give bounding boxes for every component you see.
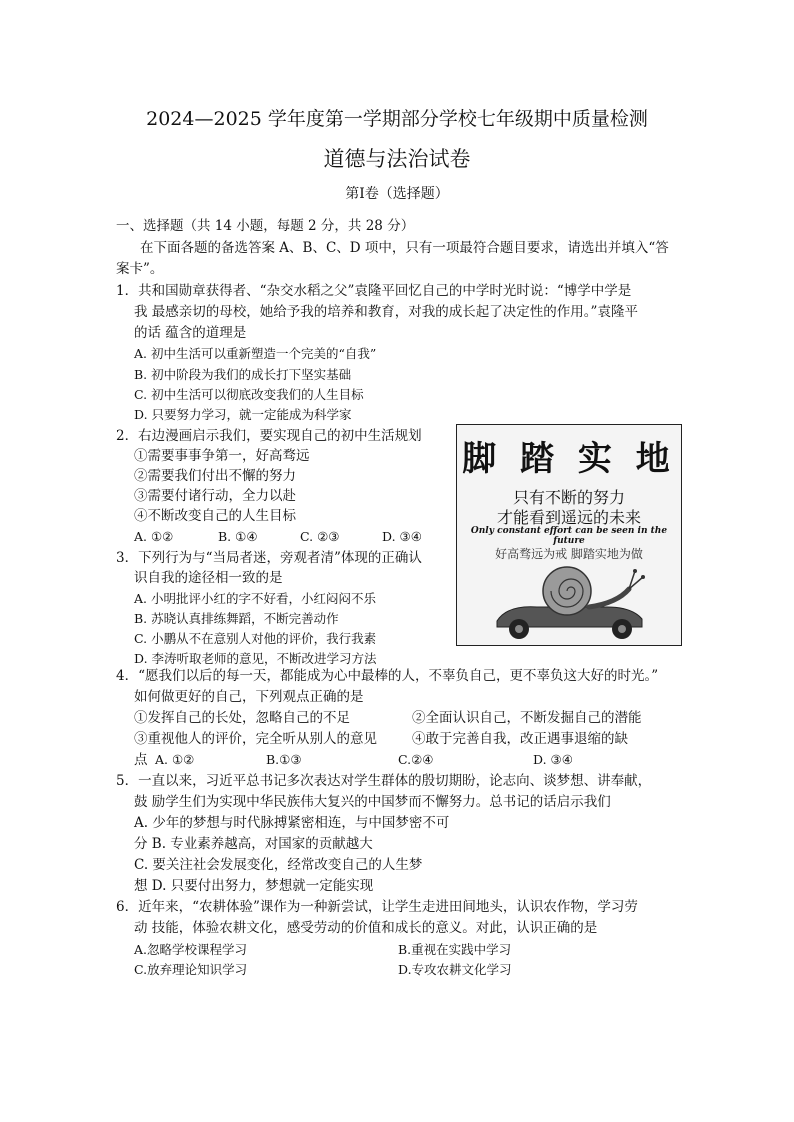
question-4-choice: ①发挥自己的长处，忽略自己的不足: [134, 710, 350, 726]
question-2-option-a: A. ①②: [134, 529, 174, 544]
comic-line2: 才能看到遥远的未来: [496, 508, 641, 527]
exam-title: 2024—2025 学年度第一学期部分学校七年级期中质量检测: [146, 108, 648, 130]
question-3-option-b: B. 苏晓认真排练舞蹈，不断完善动作: [134, 611, 339, 626]
question-6-option-d: D.专攻农耕文化学习: [398, 962, 512, 977]
question-4-tail: 点: [134, 752, 148, 768]
question-4-option-d: D. ③④: [533, 752, 573, 767]
question-5-line: 鼓 励学生们为实现中华民族伟大复兴的中国梦而不懈努力。总书记的话启示我们: [134, 794, 611, 810]
question-2-choice: ②需要我们付出不懈的努力: [134, 468, 296, 484]
question-4-option-a: A. ①②: [155, 752, 195, 767]
comic-illustration: [456, 424, 682, 646]
question-2-line: 2．右边漫画启示我们，要实现自己的初中生活规划: [116, 428, 422, 444]
question-4-line: 如何做更好的自己，下列观点正确的是: [134, 689, 364, 705]
comic-english: Only constant effort can be seen in the future: [470, 526, 668, 546]
question-2-option-d: D. ③④: [382, 529, 422, 544]
question-1-line: 的话 蕴含的道理是: [134, 325, 247, 341]
question-4-choice: ②全面认识自己，不断发掘自己的潜能: [412, 710, 642, 726]
question-3-option-d: D. 李涛听取老师的意见，不断改进学习方法: [134, 651, 377, 666]
question-4-option-b: B.①③: [266, 752, 302, 767]
question-3-option-a: A. 小明批评小红的字不好看，小红闷闷不乐: [134, 591, 376, 606]
question-1-option-d: D. 只要努力学习，就一定能成为科学家: [134, 407, 352, 422]
question-5-option-line: 想 D. 只要付出努力，梦想就一定能实现: [134, 878, 374, 894]
question-5-option-line: A. 少年的梦想与时代脉搏紧密相连，与中国梦密不可: [134, 815, 450, 831]
question-3-option-c: C. 小鹏从不在意别人对他的评价，我行我素: [134, 631, 377, 646]
question-2-choice: ③需要付诸行动，全力以赴: [134, 488, 296, 504]
question-5-option-line: 分 B. 专业素养越高，对国家的贡献越大: [134, 836, 373, 852]
question-1-option-c: C. 初中生活可以彻底改变我们的人生目标: [134, 387, 364, 402]
question-2-option-b: B. ①④: [218, 529, 258, 544]
question-2-option-c: C. ②③: [300, 529, 340, 544]
question-2-choice: ④不断改变自己的人生目标: [134, 508, 296, 524]
subject-title: 道德与法治试卷: [323, 147, 471, 171]
part-title: 第Ⅰ卷（选择题）: [345, 186, 449, 202]
question-4-option-c: C.②④: [398, 752, 434, 767]
question-6-line: 动 技能，体验农耕文化，感受劳动的价值和成长的意义。对此，认识正确的是: [134, 920, 598, 936]
question-6-option-c: C.放弃理论知识学习: [134, 962, 248, 977]
question-1-line: 1．共和国勋章获得者、“杂交水稻之父”袁隆平回忆自己的中学时光时说：“博学中学是: [116, 283, 632, 299]
question-5-line: 5．一直以来，习近平总书记多次表达对学生群体的殷切期盼，论志向、谈梦想、讲奉献，: [116, 773, 652, 789]
question-1-option-a: A. 初中生活可以重新塑造一个完美的“自我”: [134, 346, 377, 361]
question-4-line: 4．“愿我们以后的每一天，都能成为心中最棒的人，不辜负自己，更不辜负这大好的时光。”: [116, 668, 659, 684]
question-1-option-b: B. 初中阶段为我们的成长打下坚实基础: [134, 367, 352, 382]
question-3-line: 3．下列行为与“当局者迷，旁观者清”体现的正确认: [116, 550, 422, 566]
question-3-line: 识自我的途径相一致的是: [134, 570, 283, 586]
comic-headline: 脚 踏 实 地: [462, 439, 676, 479]
question-6-line: 6．近年来，“农耕体验”课作为一种新尝试，让学生走进田间地头，认识农作物，学习劳: [116, 899, 638, 915]
question-4-choice: ④敢于完善自我，改正遇事退缩的缺: [412, 731, 628, 747]
snail-on-car-icon: [457, 563, 681, 645]
section-intro-line1: 在下面各题的备选答案 A、B、C、D 项中，只有一项最符合题目要求，请选出并填入“答: [140, 240, 669, 256]
section-intro-line2: 案卡”。: [116, 261, 164, 277]
question-6-option-a: A.忽略学校课程学习: [134, 942, 248, 957]
question-1-line: 我 最感亲切的母校，她给予我的培养和教育，对我的成长起了决定性的作用。”袁隆平: [134, 304, 638, 320]
section-heading: 一、选择题（共 14 小题，每题 2 分，共 28 分）: [116, 218, 415, 234]
question-4-choice: ③重视他人的评价，完全听从别人的意见: [134, 731, 377, 747]
comic-line1: 只有不断的努力: [512, 488, 625, 507]
question-6-option-b: B.重视在实践中学习: [398, 942, 512, 957]
comic-slogan: 好高骛远为戒 脚踏实地为做: [495, 547, 643, 561]
question-2-choice: ①需要事事争第一，好高骛远: [134, 448, 310, 464]
question-5-option-line: C. 要关注社会发展变化，经常改变自己的人生梦: [134, 857, 423, 873]
